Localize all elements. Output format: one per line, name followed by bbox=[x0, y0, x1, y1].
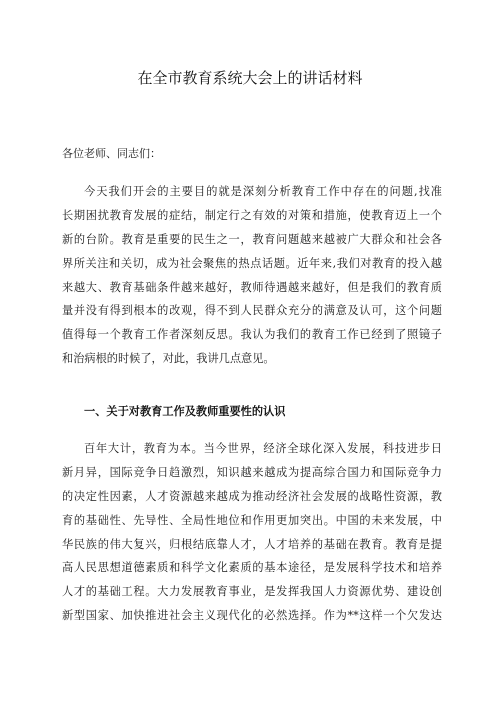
paragraph-line: 新型国家、加快推进社会主义现代化的必然选择。作为**这样一个欠发达 bbox=[62, 609, 442, 623]
paragraph-line: 人才的基础工程。大力发展教育事业，是发挥我国人力资源优势、建设创 bbox=[62, 585, 442, 599]
paragraph-line: 长期困扰教育发展的症结，制定行之有效的对策和措施，使教育迈上一个 bbox=[62, 208, 442, 222]
paragraph-line: 育的基础性、先导性、全局性地位和作用更加突出。中国的未来发展，中 bbox=[62, 513, 442, 527]
salutation: 各位老师、同志们： bbox=[62, 147, 161, 160]
document-title: 在全市教育系统大会上的讲话材料 bbox=[137, 69, 363, 87]
paragraph-line: 界所关注和关切，成为社会聚焦的热点话题。近年来,我们对教育的投入越 bbox=[62, 256, 442, 270]
paragraph-line: 百年大计，教育为本。当今世界，经济全球化深入发展，科技进步日 bbox=[84, 442, 442, 455]
paragraph-line: 高人民思想道德素质和科学文化素质的基本途径，是发展科学技术和培养 bbox=[62, 561, 442, 575]
paragraph-line: 量并没有得到根本的改观，得不到人民群众充分的满意及认可，这个问题 bbox=[62, 304, 442, 318]
paragraph-line: 来越大、教育基础条件越来越好，教师待遇越来越好，但是我们的教育质 bbox=[62, 280, 442, 294]
paragraph-line: 今天我们开会的主要目的就是深刻分析教育工作中存在的问题,找准 bbox=[84, 185, 442, 198]
paragraph-line: 值得每一个教育工作者深刻反思。我认为我们的教育工作已经到了照镜子 bbox=[62, 328, 442, 342]
paragraph-intro bbox=[62, 180, 442, 371]
paragraph-line: 的决定性因素，人才资源越来越成为推动经济社会发展的战略性资源，教 bbox=[62, 489, 442, 503]
section-heading: 一、关于对教育工作及教师重要性的认识 bbox=[84, 405, 286, 418]
paragraph-line: 华民族的伟大复兴，归根结底靠人才，人才培养的基础在教育。教育是提 bbox=[62, 537, 442, 551]
paragraph-line: 新月异，国际竞争日趋激烈，知识越来越成为提高综合国力和国际竞争力 bbox=[62, 465, 442, 479]
paragraph-line: 和治病根的时候了，对此，我讲几点意见。 bbox=[62, 352, 275, 366]
paragraph-importance bbox=[62, 437, 442, 628]
paragraph-line: 新的台阶。教育是重要的民生之一，教育问题越来越被广大群众和社会各 bbox=[62, 232, 442, 246]
